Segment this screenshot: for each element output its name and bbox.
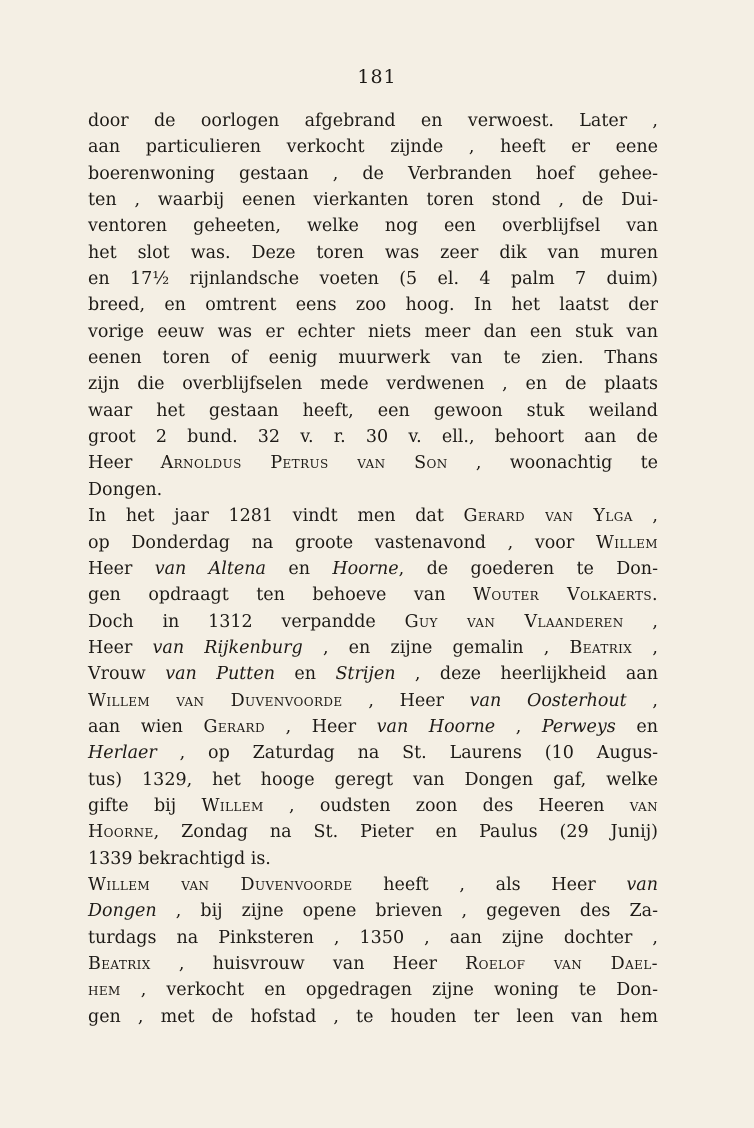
text-line <box>88 951 658 977</box>
text-segment: aan particulieren verkocht zijnde , heeft er eene <box>88 137 658 158</box>
text-segment: , <box>626 690 658 711</box>
text-segment: heeft , als Heer <box>352 874 627 895</box>
text-segment: gifte bij <box>88 795 202 816</box>
text-segment: , en zijne gemalin , <box>302 637 570 658</box>
italic-text: Hoorne <box>332 558 399 579</box>
name-smallcaps: Gerard <box>203 716 265 737</box>
text-segment: , Heer <box>342 690 470 711</box>
text-line <box>88 266 658 292</box>
text-line <box>88 134 658 160</box>
name-smallcaps: Willem van Duvenvoorde <box>88 874 353 895</box>
text-line <box>88 582 658 608</box>
italic-text: Herlaer <box>88 743 157 764</box>
text-segment: 1339 bekrachtigd is. <box>88 848 271 869</box>
text-segment: , <box>495 716 542 737</box>
name-smallcaps: Wouter Volkaerts. <box>472 585 658 606</box>
text-line <box>88 1004 658 1030</box>
text-line <box>88 661 658 687</box>
text-segment: , <box>632 506 658 527</box>
text-segment: Vrouw <box>88 664 166 685</box>
text-segment: , verkocht en opgedragen zijne woning te Don- <box>120 980 658 1001</box>
text-line <box>88 609 658 635</box>
text-segment: tus) 1329, het hooge geregt van Dongen gaf, welke <box>88 769 658 790</box>
italic-text: van Oosterhout <box>469 690 627 711</box>
name-smallcaps: Hoorne <box>88 822 154 843</box>
text-segment: groot 2 bund. 32 v. r. 30 v. ell., behoort aan de <box>88 427 658 448</box>
text-segment: ten , waarbij eenen vierkanten toren stond , de Dui- <box>88 190 658 211</box>
name-smallcaps: Gerard van Ylga <box>463 506 633 527</box>
italic-text: van <box>626 874 658 895</box>
italic-text: van Putten <box>165 664 275 685</box>
italic-text: Strijen <box>335 664 396 685</box>
text-line <box>88 345 658 371</box>
body-text <box>88 108 658 1030</box>
text-line <box>88 846 658 872</box>
text-segment: op Donderdag na groote vastenavond , voor <box>88 532 596 553</box>
text-segment: , Heer <box>265 716 377 737</box>
text-segment: , woonachtig te <box>447 453 658 474</box>
text-segment: het slot was. Deze toren was zeer dik van muren <box>88 242 658 263</box>
name-smallcaps: Beatrix <box>569 637 633 658</box>
text-line <box>88 530 658 556</box>
text-line <box>88 398 658 424</box>
text-segment: , Zondag na St. Pieter en Paulus (29 Junij) <box>153 822 658 843</box>
text-segment: , <box>632 637 658 658</box>
text-segment: en <box>615 716 658 737</box>
text-segment: In het jaar 1281 vindt men dat <box>88 506 464 527</box>
text-segment: gen , met de hofstad , te houden ter leen van hem <box>88 1006 658 1027</box>
name-smallcaps: Arnoldus Petrus van Son <box>160 453 448 474</box>
text-line <box>88 714 658 740</box>
text-segment: , oudsten zoon des Heeren <box>263 795 630 816</box>
italic-text: Perweys <box>541 716 616 737</box>
text-line <box>88 977 658 1003</box>
text-segment: , bij zijne opene brieven , gegeven des Za- <box>156 901 658 922</box>
text-segment: Heer <box>88 558 155 579</box>
text-line <box>88 740 658 766</box>
text-segment: Doch in 1312 verpandde <box>88 611 405 632</box>
text-line <box>88 240 658 266</box>
text-segment: vorige eeuw was er echter niets meer dan een stuk van <box>88 321 658 342</box>
text-segment: door de oorlogen afgebrand en verwoest. Later , <box>88 111 658 131</box>
text-line <box>88 424 658 450</box>
text-line <box>88 503 658 529</box>
name-smallcaps: Willem <box>595 532 658 553</box>
text-segment: Heer <box>88 453 161 474</box>
text-line <box>88 450 658 476</box>
italic-text: van Altena <box>154 558 266 579</box>
name-smallcaps: Beatrix <box>88 954 151 974</box>
text-segment: , <box>623 611 658 632</box>
text-line <box>88 161 658 187</box>
text-line <box>88 635 658 661</box>
text-segment: zijn die overblijfselen mede verdwenen , en de plaats <box>88 374 658 395</box>
text-segment: , deze heerlijkheid aan <box>395 664 658 685</box>
text-line <box>88 925 658 951</box>
text-line <box>88 187 658 213</box>
text-segment: turdags na Pinksteren , 1350 , aan zijne dochter , <box>88 927 658 948</box>
text-line <box>88 793 658 819</box>
name-smallcaps: van <box>629 795 658 816</box>
text-line <box>88 872 658 898</box>
text-line <box>88 213 658 239</box>
text-line <box>88 898 658 924</box>
text-line <box>88 819 658 845</box>
text-segment: breed, en omtrent eens zoo hoog. In het laatst der <box>88 295 658 316</box>
text-segment: Dongen. <box>88 479 163 500</box>
text-segment: ventoren geheeten, welke nog een overblijfsel van <box>88 216 658 237</box>
text-segment: aan wien <box>88 716 204 737</box>
text-segment: en <box>265 558 333 579</box>
page-number: 181 <box>357 66 397 88</box>
text-line <box>88 319 658 345</box>
name-smallcaps: Willem van Duvenvoorde <box>88 690 343 711</box>
text-segment: gen opdraagt ten behoeve van <box>88 585 473 606</box>
text-line <box>88 292 658 318</box>
text-segment: , de goederen te Don- <box>398 558 658 579</box>
text-line <box>88 767 658 793</box>
text-segment: Heer <box>88 637 153 658</box>
text-line <box>88 688 658 714</box>
text-line <box>88 556 658 582</box>
name-smallcaps: hem <box>88 980 121 1001</box>
name-smallcaps: Roelof van Dael- <box>465 954 659 974</box>
text-line <box>88 371 658 397</box>
text-segment: , huisvrouw van Heer <box>150 954 466 974</box>
text-segment: boerenwoning gestaan , de Verbranden hoef gehee- <box>88 163 658 184</box>
text-segment: eenen toren of eenig muurwerk van te zien. Thans <box>88 348 658 369</box>
italic-text: Dongen <box>88 901 157 922</box>
italic-text: van Rijkenburg <box>152 637 303 658</box>
name-smallcaps: Guy van Vlaanderen <box>404 611 624 632</box>
name-smallcaps: Willem <box>201 795 264 816</box>
text-segment: en <box>274 664 336 685</box>
text-line <box>88 108 658 134</box>
text-segment: waar het gestaan heeft, een gewoon stuk weiland <box>88 400 658 421</box>
text-segment: , op Zaturdag na St. Laurens (10 Augus- <box>156 743 658 764</box>
italic-text: van Hoorne <box>376 716 496 737</box>
text-line <box>88 477 658 503</box>
text-segment: en 17½ rijnlandsche voeten (5 el. 4 palm 7 duim) <box>88 269 658 290</box>
